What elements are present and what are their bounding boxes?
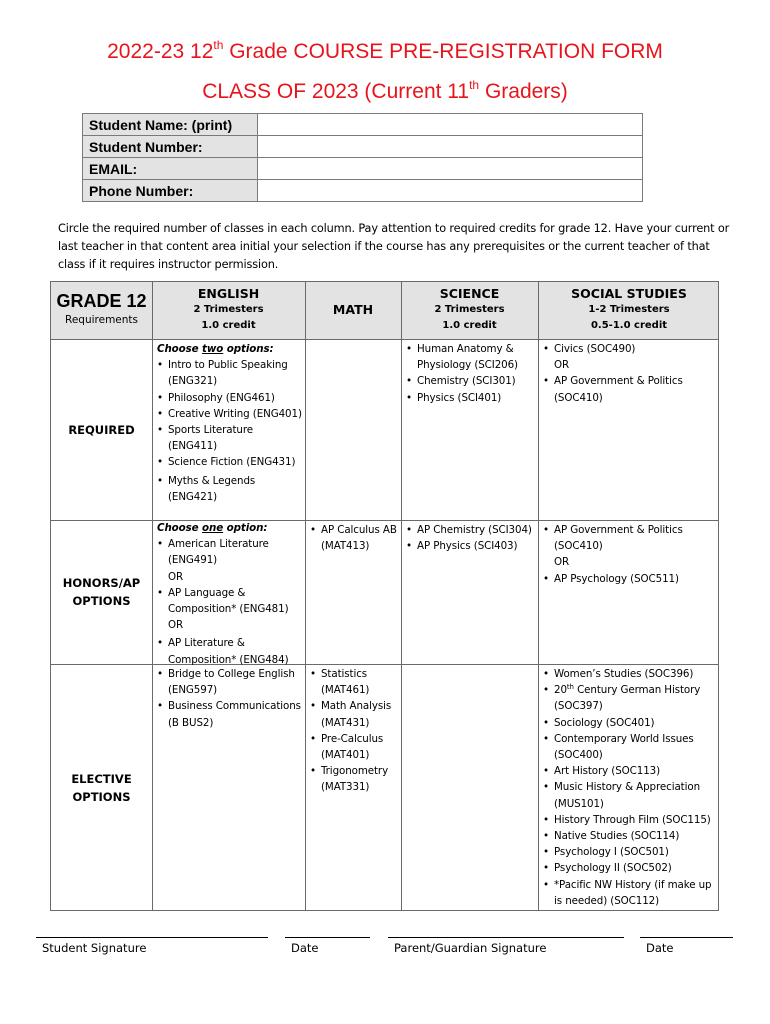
grade-title: GRADE 12 <box>56 291 147 311</box>
elective-row-label: ELECTIVE OPTIONS <box>71 772 132 804</box>
list-item[interactable]: • Civics (SOC490) <box>543 343 636 355</box>
list-item[interactable]: • *Pacific NW History (if make up is needed) (SOC112) <box>543 878 712 907</box>
list-item[interactable]: • AP Literature & Composition* (ENG484) <box>157 637 289 666</box>
grid-divider <box>401 282 402 910</box>
date-label-1: Date <box>291 941 319 955</box>
student-name-field[interactable] <box>258 114 643 136</box>
grade-subtitle: Requirements <box>65 314 138 326</box>
or-label: OR <box>554 556 570 569</box>
or-label: OR <box>554 359 570 372</box>
list-item[interactable]: • Physics (SCI401) <box>406 391 502 404</box>
science-header: SCIENCE 2 Trimesters 1.0 credit <box>434 286 505 331</box>
student-number-field[interactable] <box>258 136 643 158</box>
list-item[interactable]: • AP Language & Composition* (ENG481) <box>157 586 289 616</box>
list-item[interactable]: • Statistics (MAT461) <box>310 668 370 697</box>
list-item[interactable]: • Philosophy (ENG461) <box>157 391 275 404</box>
list-item[interactable]: • Pre-Calculus (MAT401) <box>310 732 384 762</box>
list-item[interactable]: • Chemistry (SCI301) <box>406 375 516 388</box>
list-item[interactable]: • Native Studies (SOC114) <box>543 830 680 843</box>
list-item[interactable]: • Bridge to College English (ENG597) <box>157 668 295 697</box>
date-line-2[interactable] <box>640 937 733 938</box>
list-item[interactable]: • Human Anatomy & Physiology (SCI206) <box>406 343 518 372</box>
list-item[interactable]: • Trigonometry (MAT331) <box>310 765 389 794</box>
elective-social-list <box>543 666 719 909</box>
social-studies-header: SOCIAL STUDIES 1-2 Trimesters 0.5-1.0 credit <box>571 286 687 331</box>
or-label: OR <box>168 619 184 632</box>
grid-divider <box>538 282 539 910</box>
list-item[interactable]: • AP Government & Politics (SOC410) <box>543 524 683 553</box>
parent-signature-line[interactable] <box>388 937 624 938</box>
list-item[interactable]: • Creative Writing (ENG401) <box>157 407 302 420</box>
student-number-label: Student Number: <box>83 136 258 158</box>
grid-divider <box>152 282 153 910</box>
math-header: MATH <box>332 302 374 317</box>
list-item[interactable]: • Music History & Appreciation (MUS101) <box>543 781 700 810</box>
honors-science-list <box>406 522 536 554</box>
list-item[interactable]: • Women’s Studies (SOC396) <box>543 668 694 680</box>
list-item[interactable]: • AP Government & Politics (SOC410) <box>543 375 683 404</box>
list-item[interactable]: • Contemporary World Issues (SOC400) <box>543 732 694 762</box>
honors-social-list <box>543 522 717 587</box>
list-item[interactable]: • Psychology I (SOC501) <box>543 846 669 859</box>
email-field[interactable] <box>258 158 643 180</box>
english-header: ENGLISH 2 Trimesters 1.0 credit <box>193 286 264 331</box>
list-item[interactable]: • American Literature (ENG491) <box>157 538 269 567</box>
student-name-label: Student Name: (print) <box>83 114 258 136</box>
required-science-list <box>406 341 536 406</box>
form-subtitle: CLASS OF 2023 (Current 11th Graders) <box>202 78 568 103</box>
honors-math-list <box>310 522 400 554</box>
student-info-table <box>82 113 643 202</box>
honors-english-list <box>157 520 303 668</box>
student-signature-line[interactable] <box>36 937 268 938</box>
parent-signature-label: Parent/Guardian Signature <box>394 941 547 955</box>
elective-english-list <box>157 666 303 731</box>
email-label: EMAIL: <box>83 158 258 180</box>
list-item[interactable]: • Psychology II (SOC502) <box>543 862 672 875</box>
grid-divider <box>305 282 306 910</box>
list-item[interactable]: • 20th Century German History (SOC397) <box>543 683 701 713</box>
phone-number-label: Phone Number: <box>83 180 258 202</box>
list-item[interactable]: • AP Calculus AB (MAT413) <box>310 524 397 553</box>
list-item[interactable]: • Business Communications (B BUS2) <box>157 700 301 729</box>
list-item[interactable]: • Science Fiction (ENG431) <box>157 456 296 469</box>
list-item[interactable]: • Intro to Public Speaking (ENG321) <box>157 359 288 388</box>
choose-one-label: Choose one option: <box>157 522 268 534</box>
list-item[interactable]: • AP Physics (SCI403) <box>406 540 518 553</box>
phone-number-field[interactable] <box>258 180 643 202</box>
instructions-text: Circle the required number of classes in each column. Pay attention to required credits for grade 12. Have your current or last teacher in that content area initial your selection if the course has any prerequisites or the current teacher of that class if it requires instructor permission. <box>58 222 730 271</box>
list-item[interactable]: • Sports Literature (ENG411) <box>157 424 253 453</box>
list-item[interactable]: • Myths & Legends (ENG421) <box>157 474 256 503</box>
grade-header <box>51 290 152 328</box>
choose-two-label: Choose two options: <box>157 343 274 355</box>
form-title: 2022-23 12th Grade COURSE PRE-REGISTRATION FORM <box>107 38 663 63</box>
list-item[interactable]: • AP Chemistry (SCI304) <box>406 524 532 536</box>
required-english-list <box>157 341 303 505</box>
or-label: OR <box>168 570 184 583</box>
date-line-1[interactable] <box>285 937 370 938</box>
list-item[interactable]: • Math Analysis (MAT431) <box>310 700 392 729</box>
list-item[interactable]: • Art History (SOC113) <box>543 765 661 778</box>
required-social-list <box>543 341 717 406</box>
elective-math-list <box>310 666 400 796</box>
student-signature-label: Student Signature <box>42 941 147 955</box>
date-label-2: Date <box>646 941 674 955</box>
list-item[interactable]: • Sociology (SOC401) <box>543 716 655 729</box>
required-row-label: REQUIRED <box>68 422 135 437</box>
list-item[interactable]: • History Through Film (SOC115) <box>543 813 711 826</box>
course-grid <box>50 281 719 911</box>
honors-row-label: HONORS/AP OPTIONS <box>62 576 141 608</box>
list-item[interactable]: • AP Psychology (SOC511) <box>543 572 679 585</box>
